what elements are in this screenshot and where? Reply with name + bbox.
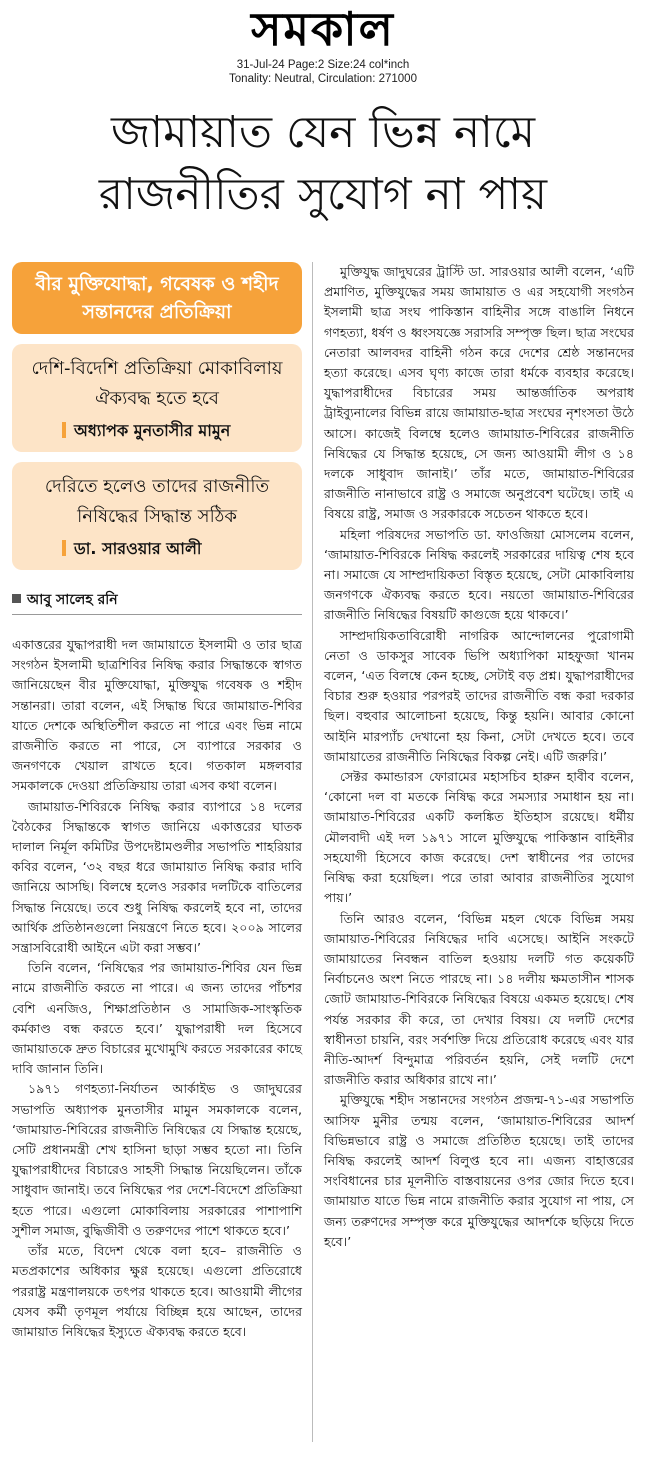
pull-quote-author (22, 538, 292, 560)
headline-line: রাজনীতির সুযোগ না পায় (98, 169, 548, 220)
byline-author: আবু সালেহ রনি (27, 592, 118, 608)
article-paragraph: তাঁর মতে, বিদেশ থেকে বলা হবে– রাজনীতি ও মতপ্রকাশের অধিকার ক্ষুণ্ণ হয়েছে। এগুলো প্রতিরোধে পররাষ্ট্র মন্ত্রণালয়কে তৎপর থাকতে হবে। আওয়ামী লীগের যেসব কর্মী তৃণমূল পর্যায়ে বিচ্ছিন্ন হয়ে আছেন, তাদের জামায়াত নিষিদ্ধের ইস্যুতে ঐক্যবদ্ধ করতে হবে। (12, 1243, 302, 1339)
clipping-meta-line: 31-Jul-24 Page:2 Size:24 col*inch (236, 59, 410, 71)
article-paragraph: মহিলা পরিষদের সভাপতি ডা. ফাওজিয়া মোসলেম বলেন, ‘জামায়াত-শিবিরকে নিষিদ্ধ করলেই সরকারের দায়িত্ব শেষ হবে না। সমাজে যে সাম্প্রদায়িকতা বিস্তৃত হয়েছে, সেটা মোকাবিলায় জনগণকে ঐক্যবদ্ধ করতে হবে। নয়তো জামায়াত-শিবিরের রাজনীতি নিষিদ্ধের বিষয়টি কাগুজে হয়ে থাকবে।’ (324, 526, 634, 623)
article-body-left (12, 635, 302, 1342)
byline-square-icon (12, 594, 21, 603)
kicker-box: বীর মুক্তিযোদ্ধা, গবেষক ও শহীদ সন্তানদের প্রতিক্রিয়া (12, 262, 302, 334)
left-column (12, 262, 302, 1342)
article-paragraph: একাত্তরের যুদ্ধাপরাধী দল জামায়াতে ইসলামী ও তার ছাত্র সংগঠন ইসলামী ছাত্রশিবির নিষিদ্ধ করার সিদ্ধান্তকে স্বাগত জানিয়েছেন বীর মুক্তিযোদ্ধা, মুক্তিযুদ্ধ গবেষক ও শহীদ সন্তানরা। তারা বলেন, এই সিদ্ধান্ত ঘিরে জামায়াত-শিবির যাতে দেশকে অস্থিতিশীল করতে না পারে এবং ভিন্ন নামে রাজনীতি করতে না পারে, সে ব্যাপারে সরকার ও জনগণকে খেয়াল রাখতে হবে। গতকাল মঙ্গলবার সমকালকে দেওয়া প্রতিক্রিয়ায় তারা এসব কথা বলেন। (12, 637, 302, 794)
article-paragraph: ১৯৭১ গণহত্যা-নির্যাতন আর্কাইভ ও জাদুঘরের সভাপতি অধ্যাপক মুনতাসীর মামুন সমকালকে বলেন, ‘জামায়াত-শিবিরের রাজনীতি নিষিদ্ধের যে সিদ্ধান্ত হয়েছে, সেটি প্রধানমন্ত্রী শেখ হাসিনা ছাড়া সম্ভব হতো না। তিনি যুদ্ধাপরাধীদের বিচারেও সাহসী সিদ্ধান্ত নিয়েছিলেন। তাঁকে সাধুবাদ জানাই। তবে নিষিদ্ধের পর দেশে-বিদেশে প্রতিক্রিয়া হতে পারে। এগুলো মোকাবিলায় সরকারের পাশাপাশি সুশীল সমাজ, বুদ্ধিজীবী ও তরুণদের পাশে থাকতে হবে।’ (12, 1081, 302, 1238)
article-paragraph: সেক্টর কমান্ডারস ফোরামের মহাসচিব হারুন হাবীব বলেন, ‘কোনো দল বা মতকে নিষিদ্ধ করে সমস্যার সমাধান হয় না। জামায়াত-শিবিরের একটি কলঙ্কিত ইতিহাস রয়েছে। ধর্মীয় মৌলবাদী এই দল ১৯৭১ সালে মুক্তিযুদ্ধে পাকিস্তান বাহিনীর সহযোগী হিসেবে কাজ করেছে। দেশ স্বাধীনের পর তাদের নিষিদ্ধ করা হয়েছিল। পরে তারা আবার রাজনীতির সুযোগ পায়।’ (324, 769, 634, 906)
headline-line: জামায়াত যেন ভিন্ন নামে (110, 107, 536, 158)
clipping-meta-line: Tonality: Neutral, Circulation: 271000 (229, 73, 417, 85)
accent-bar (62, 422, 66, 438)
article-paragraph: জামায়াত-শিবিরকে নিষিদ্ধ করার ব্যাপারে ১৪ দলের বৈঠকের সিদ্ধান্তকে স্বাগত জানিয়ে একাত্তরের ঘাতক দালাল নির্মূল কমিটির উপদেষ্টামণ্ডলীর সভাপতি শাহরিয়ার কবির বলেন, ‘৩২ বছর ধরে জামায়াত নিষিদ্ধ করার দাবি জানিয়ে আসছি। বিলম্বে হলেও সরকার দলটিকে বাতিলের সিদ্ধান্ত নিয়েছে। তবে শুধু নিষিদ্ধ করলেই হবে না, তাদের আর্থিক প্রতিষ্ঠানগুলো নিয়ন্ত্রণে নিতে হবে। ২০০৯ সালের সন্ত্রাসবিরোধী আইনে এটা করা সম্ভব।’ (12, 798, 302, 956)
article-paragraph: মুক্তিযুদ্ধে শহীদ সন্তানদের সংগঠন প্রজন্ম-৭১-এর সভাপতি আসিফ মুনীর তন্ময় বলেন, ‘জামায়াত-শিবিরের আদর্শ বিভিন্নভাবে রাষ্ট্র ও সমাজে প্রতিষ্ঠিত হয়েছে। তাই তাদের নিষিদ্ধ করলেই আদর্শ বিলুপ্ত হবে না। এজন্য বাহাত্তরের সংবিধানের চার মূলনীতি বাস্তবায়নের ওপর জোর দিতে হবে। জামায়াত যাতে ভিন্ন নামে রাজনীতি করার সুযোগ না পায়, সে জন্য তরুণদের সম্পৃক্ত করে মুক্তিযুদ্ধের আদর্শকে ছড়িয়ে দিতে হবে।’ (324, 1092, 634, 1249)
pull-quote-title: দেরিতে হলেও তাদের রাজনীতি নিষিদ্ধের সিদ্ধান্ত সঠিক (44, 476, 270, 527)
accent-bar (62, 540, 66, 556)
column-divider (312, 262, 313, 1442)
article-paragraph: মুক্তিযুদ্ধ জাদুঘরের ট্রাস্টি ডা. সারওয়ার আলী বলেন, ‘এটি প্রমাণিত, মুক্তিযুদ্ধের সময় জামায়াত ও এর সহযোগী সংগঠন ইসলামী ছাত্র সংঘ পাকিস্তান বাহিনীর সঙ্গে বাঙালি নিধনে গণহত্যা, ধর্ষণ ও ধ্বংসযজ্ঞে সরাসরি সম্পৃক্ত ছিল। ছাত্র সংঘের নেতারা আলবদর বাহিনী গঠন করে দেশের শ্রেষ্ঠ সন্তানদের হত্যা করেছে। এসব ঘৃণ্য কাজে তারা ধর্মকে ব্যবহার করেছে। যুদ্ধাপরাধীদের বিচারের সময় আন্তর্জাতিক অপরাধ ট্রাইব্যুনালের বিভিন্ন রায়ে জামায়াত-ছাত্র সংঘের নৃশংসতা উঠে আসে। কাজেই বিলম্বে হলেও জামায়াত-শিবিরের রাজনীতি নিষিদ্ধের যে সিদ্ধান্ত হয়েছে, সে জন্য আওয়ামী লীগ ও ১৪ দলকে সাধুবাদ জানাই।’ তাঁর মতে, জামায়াত-শিবিরের রাজনীতি নানাভাবে রাষ্ট্র ও সমাজে অনুপ্রবেশ ঘটেছে। তাই এ বিষয়ে রাষ্ট্র, সমাজ ও সরকারকে সচেতন থাকতে হবে। (324, 264, 634, 522)
pull-quote-author-name: ডা. সারওয়ার আলী (74, 539, 202, 558)
byline (12, 590, 302, 615)
article-paragraph: তিনি আরও বলেন, ‘বিভিন্ন মহল থেকে বিভিন্ন সময় জামায়াত-শিবিরের নিষিদ্ধের দাবি এসেছে। আইনি সংকটে জামায়াতের নিবন্ধন বাতিল হওয়ায় দলটি গত কয়েকটি নির্বাচনেও অংশ নিতে পারছে না। ১৪ দলীয় ক্ষমতাসীন শাসক জোট জামায়াত-শিবিরকে নিষিদ্ধের বিষয়ে একমত হয়েছে। শেষ পর্যন্ত সরকার কী করে, তা দেখার বিষয়। যে দলটি দেশের স্বাধীনতা চায়নি, বরং সর্বশক্তি দিয়ে প্রতিরোধ করেছে এবং যার নীতি-আদর্শ বিন্দুমাত্র পরিবর্তন হয়নি, সেই দলটি দেশে রাজনীতি করার অধিকার রাখে না।’ (324, 910, 634, 1088)
pull-quote-box (12, 344, 302, 452)
pull-quote-author-name: অধ্যাপক মুনতাসীর মামুন (74, 421, 231, 440)
newspaper-masthead: সমকাল (251, 2, 395, 56)
pull-quote-box (12, 462, 302, 570)
pull-quote-title: দেশি-বিদেশি প্রতিক্রিয়া মোকাবিলায় ঐক্যবদ্ধ হতে হবে (31, 358, 283, 409)
right-column (324, 262, 634, 1252)
pull-quote-author (22, 420, 292, 442)
article-paragraph: সাম্প্রদায়িকতাবিরোধী নাগরিক আন্দোলনের পুরোগামী নেতা ও ডাকসুর সাবেক ভিপি অধ্যাপিকা মাহফুজা খানম বলেন, ‘এত বিলম্বে কেন হচ্ছে, সেটাই বড় প্রশ্ন। যুদ্ধাপরাধীদের বিচার শুরু হওয়ার পরপরই তাদের রাজনীতি বন্ধ করা দরকার ছিল। বহুবার আলোচনা হয়েছে, কিন্তু হয়নি। আবার কোনো আইনি মারপ্যাঁচ দেখানো হয় কিনা, সেটা দেখতে হবে। তবে জামায়াতের রাজনীতি নিষিদ্ধের বিকল্প নেই। এটি জরুরি।’ (324, 627, 634, 764)
article-paragraph: তিনি বলেন, ‘নিষিদ্ধের পর জামায়াত-শিবির যেন ভিন্ন নামে রাজনীতি করতে না পারে। এ জন্য তাদের পাঁচশর বেশি এনজিও, শিক্ষাপ্রতিষ্ঠান ও সামাজিক-সাংস্কৃতিক কর্মকাণ্ড বন্ধ করতে হবে।’ যুদ্ধাপরাধী দল হিসেবে জামায়াতকে দ্রুত বিচারের মুখোমুখি করতে সরকারের কাছে দাবি জানান তিনি। (12, 960, 302, 1077)
